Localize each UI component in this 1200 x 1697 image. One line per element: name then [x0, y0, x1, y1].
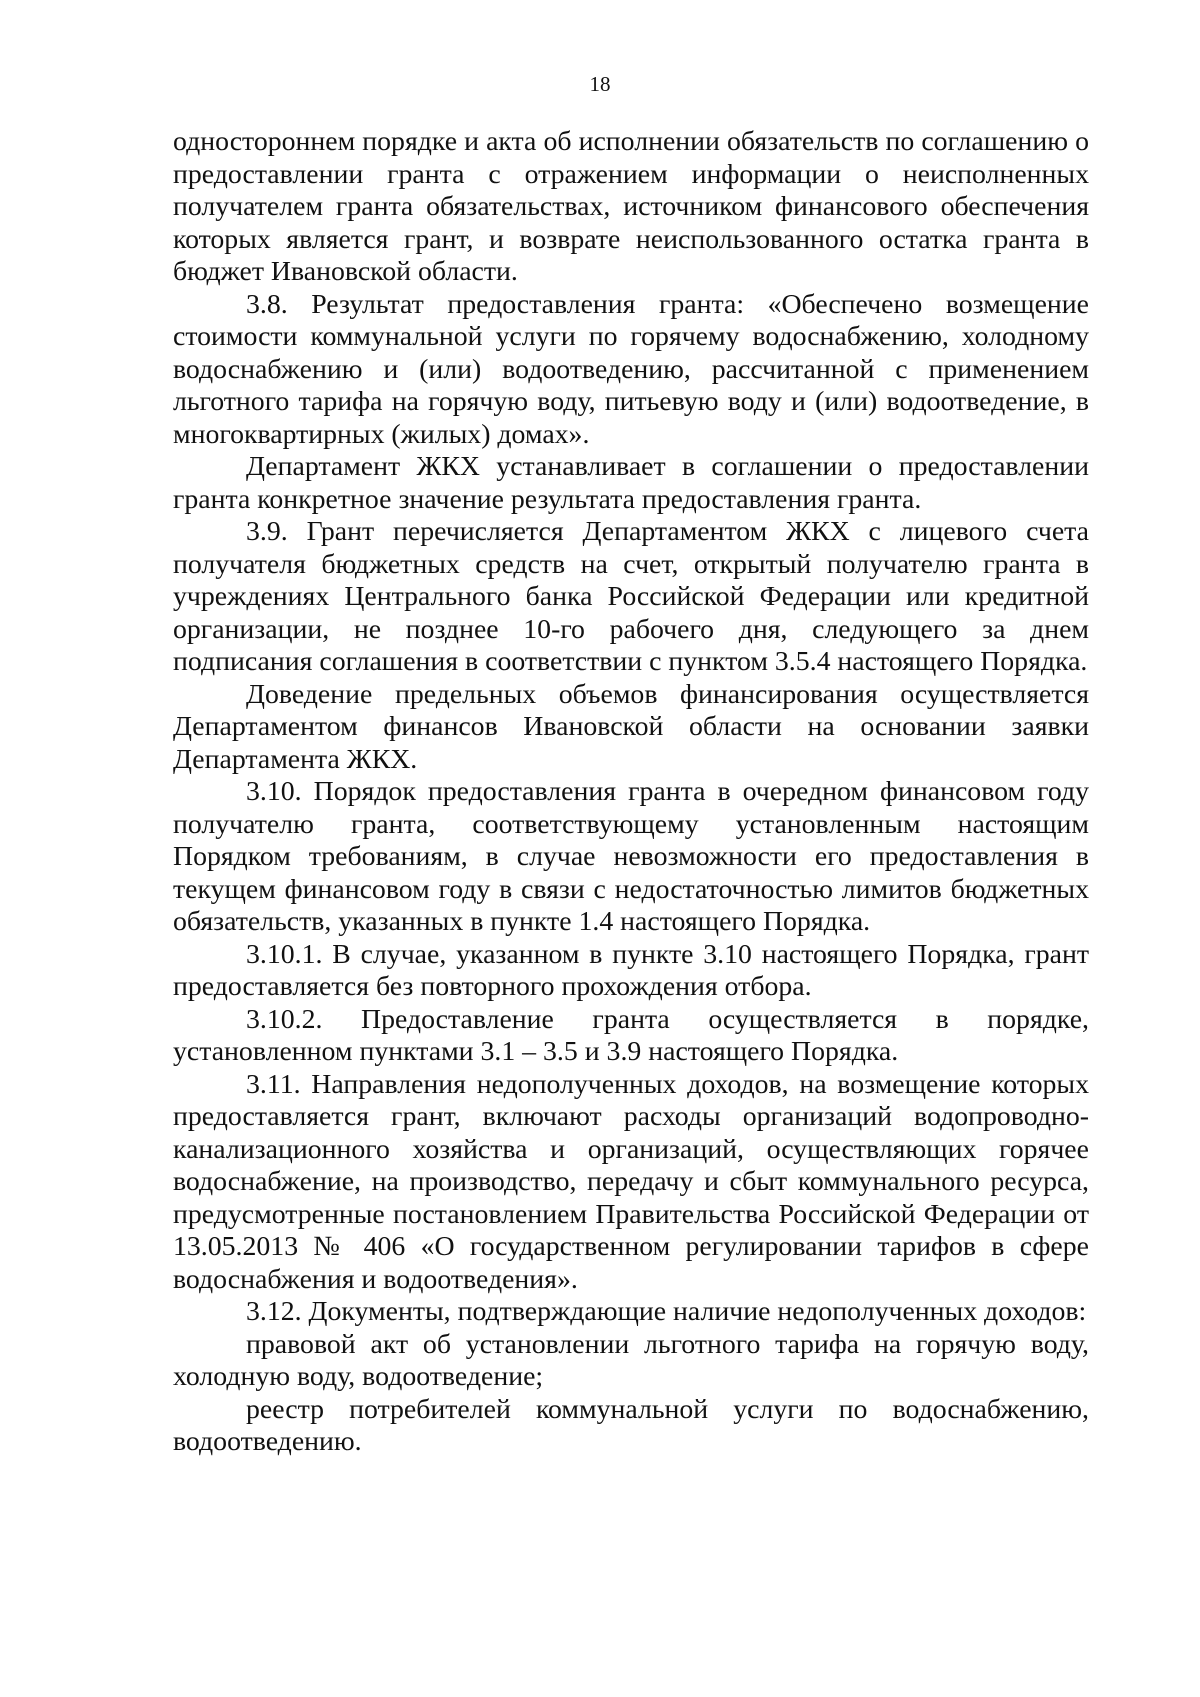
paragraph-3-12: 3.12. Документы, подтверждающие наличие недополученных доходов:: [246, 1296, 1087, 1327]
paragraph-3-10-1: 3.10.1. В случае, указанном в пункте 3.10 настоящего Порядка, грант предоставляется без повторного прохождения отбора.: [173, 938, 1089, 1002]
paragraph-department-result: Департамент ЖКХ устанавливает в соглашении о предоставлении гранта конкретное значение результата предоставления гранта.: [173, 451, 1089, 515]
paragraph-funding-limits: Доведение предельных объемов финансирования осуществляется Департаментом финансов Ивановской области на основании заявки Департамента ЖКХ.: [173, 678, 1089, 775]
list-item-consumer-registry: реестр потребителей коммунальной услуги по водоснабжению, водоотведению.: [173, 1393, 1089, 1457]
paragraph-continuation: одностороннем порядке и акта об исполнении обязательств по соглашению о предоставлении гранта с отражением информации о неисполненных получателем гранта обязательствах, источником финансового обеспечения которых является грант, и возврате неиспользованного остатка гранта в бюджет Ивановской области.: [173, 126, 1089, 287]
paragraph-3-9: 3.9. Грант перечисляется Департаментом ЖКХ с лицевого счета получателя бюджетных средств на счет, открытый получателю гранта в учреждениях Центрального банка Российской Федерации или кредитной организации, не позднее 10-го рабочего дня, следующего за днем подписания соглашения в соответствии с пунктом 3.5.4 настоящего Порядка.: [173, 516, 1089, 677]
page-number: 18: [589, 72, 611, 96]
paragraph-3-8: 3.8. Результат предоставления гранта: «Обеспечено возмещение стоимости коммунальной услуги по горячему водоснабжению, холодному водоснабжению и (или) водоотведению, рассчитанной с применением льготного тарифа на горячую воду, питьевую воду и (или) водоотведение, в многоквартирных (жилых) домах».: [173, 288, 1089, 450]
list-item-legal-act: правовой акт об установлении льготного тарифа на горячую воду, холодную воду, водоотведение;: [173, 1328, 1089, 1392]
document-body: [173, 126, 1089, 1459]
paragraph-3-11: 3.11. Направления недополученных доходов, на возмещение которых предоставляется грант, включают расходы организаций водопроводно-канализационного хозяйства и организаций, осуществляющих горячее водоснабжение, на производство, передачу и сбыт коммунального ресурса, предусмотренные постановлением Правительства Российской Федерации от 13.05.2013 № 406 «О государственном регулировании тарифов в сфере водоснабжения и водоотведения».: [173, 1068, 1089, 1295]
paragraph-3-10-2: 3.10.2. Предоставление гранта осуществляется в порядке, установленном пунктами 3.1 – 3.5 и 3.9 настоящего Порядка.: [173, 1003, 1089, 1067]
paragraph-3-10: 3.10. Порядок предоставления гранта в очередном финансовом году получателю гранта, соответствующему установленным настоящим Порядком требованиям, в случае невозможности его предоставления в текущем финансовом году в связи с недостаточностью лимитов бюджетных обязательств, указанных в пункте 1.4 настоящего Порядка.: [173, 776, 1089, 937]
